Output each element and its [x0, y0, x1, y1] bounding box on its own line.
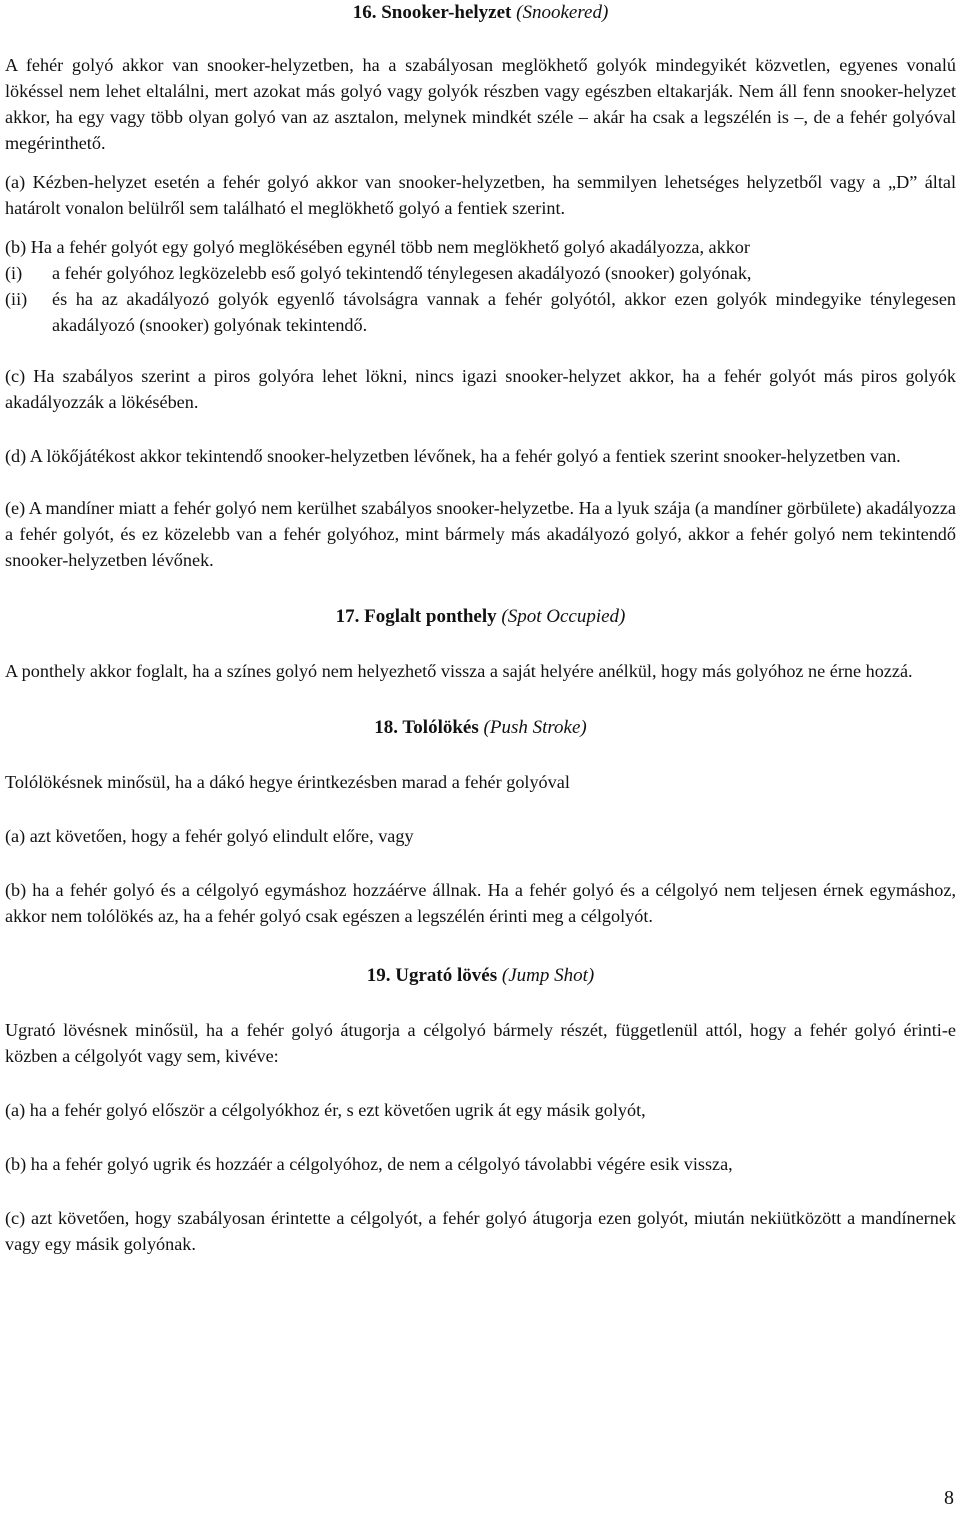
section-18-heading [5, 715, 956, 741]
section-16-para-d: (d) A lökőjátékost akkor tekintendő snooker-helyzetben lévőnek, ha a fehér golyó a fentiek szerint snooker-helyzetben van. [5, 446, 901, 466]
section-16-heading [5, 0, 956, 26]
section-18-para-a: (a) azt követően, hogy a fehér golyó elindult előre, vagy [5, 826, 414, 846]
list-item-text: a fehér golyóhoz legközelebb eső golyó tekintendő ténylegesen akadályozó (snooker) golyónak, [52, 263, 752, 283]
list-item-text: és ha az akadályozó golyók egyenlő távolságra vannak a fehér golyótól, akkor ezen golyók mindegyike ténylegesen akadályozó (snooker) golyónak tekintendő. [52, 289, 956, 335]
section-19-heading [5, 963, 956, 989]
list-item-marker: (i) [5, 263, 23, 283]
section-19-para-a: (a) ha a fehér golyó először a célgolyókhoz ér, s ezt követően ugrik át egy másik golyót, [5, 1100, 646, 1120]
list-item [5, 260, 956, 286]
section-17-body: A ponthely akkor foglalt, ha a színes golyó nem helyezhető vissza a saját helyére anélkül, hogy más golyóhoz ne érne hozzá. [5, 661, 913, 681]
section-16-b-list [5, 260, 956, 338]
page-number: 8 [944, 1487, 954, 1509]
section-19-para-b: (b) ha a fehér golyó ugrik és hozzáér a célgolyóhoz, de nem a célgolyó távolabbi végére esik vissza, [5, 1154, 733, 1174]
section-16-english-title: (Snookered) [516, 2, 609, 23]
section-18-para-b: (b) ha a fehér golyó és a célgolyó egymáshoz hozzáérve állnak. Ha a fehér golyó és a célgolyó nem teljesen érnek egymáshoz, akkor nem tolólökés az, ha a fehér golyó csak egészen a legszélén érinti meg a célgolyót. [5, 880, 956, 926]
section-18-title: 18. Tolólökés [374, 717, 479, 738]
list-item-marker: (ii) [5, 289, 28, 309]
section-19-title: 19. Ugrató lövés [366, 965, 498, 986]
section-18-english-title: (Push Stroke) [483, 717, 587, 738]
list-item [5, 286, 956, 338]
section-16-para-e: (e) A mandíner miatt a fehér golyó nem kerülhet szabályos snooker-helyzetbe. Ha a lyuk szája (a mandíner görbülete) akadályozza a fehér golyót, és ez közelebb van a fehér golyóhoz, mint bármely más akadályozó golyó, akkor a fehér golyó nem tekintendő snooker-helyzetben lévőnek. [5, 498, 956, 570]
section-19-para-c: (c) azt követően, hogy szabályosan érintette a célgolyót, a fehér golyó átugorja ezen golyót, miután nekiütközött a mandínernek vagy egy másik golyónak. [5, 1208, 956, 1254]
section-17-title: 17. Foglalt ponthely [335, 606, 497, 627]
section-16-para-c: (c) Ha szabályos szerint a piros golyóra lehet lökni, nincs igazi snooker-helyzet akkor, ha a fehér golyót más piros golyók akadályozzák a lökésében. [5, 366, 956, 412]
section-16-para-a: (a) Kézben-helyzet esetén a fehér golyó akkor van snooker-helyzetben, ha semmilyen lehetséges helyzetből vagy a „D” által határolt vonalon belülről sem található el meglökhető golyó a fentiek szerint. [5, 172, 956, 218]
section-19-body: Ugrató lövésnek minősül, ha a fehér golyó átugorja a célgolyó bármely részét, függetlenül attól, hogy a fehér golyó érinti-e közben a célgolyót vagy sem, kivéve: [5, 1020, 956, 1066]
section-18-body: Tolólökésnek minősül, ha a dákó hegye érintkezésben marad a fehér golyóval [5, 772, 570, 792]
section-16-intro: A fehér golyó akkor van snooker-helyzetben, ha a szabályosan meglökhető golyók mindegyikét közvetlen, egyenes vonalú lökéssel nem lehet eltalálni, mert azokat más golyó vagy golyók részben vagy egészben eltakarják. Nem áll fenn snooker-helyzet akkor, ha egy vagy több olyan golyó van az asztalon, melynek mindkét széle – akár ha csak a legszélén is –, de a fehér golyóval megérinthető. [5, 55, 956, 153]
document-page [5, 0, 956, 1257]
section-16-title: 16. Snooker-helyzet [352, 2, 512, 23]
section-17-heading [5, 604, 956, 630]
section-17-english-title: (Spot Occupied) [501, 606, 626, 627]
section-16-para-b: (b) Ha a fehér golyót egy golyó meglökésében egynél több nem meglökhető golyó akadályozza, akkor [5, 237, 750, 257]
section-19-english-title: (Jump Shot) [501, 965, 595, 986]
